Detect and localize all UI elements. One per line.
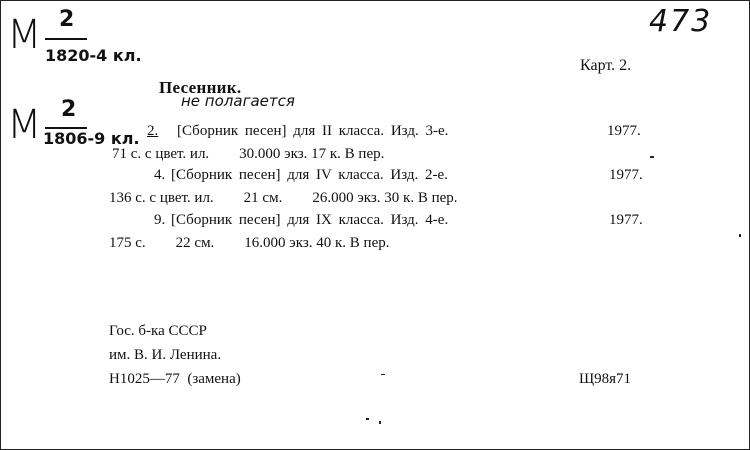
scan-speck: [366, 418, 369, 420]
handwritten-page-number: 473: [649, 4, 713, 39]
classification-code: Щ98я71: [579, 371, 632, 387]
entry-number: 2.: [147, 123, 159, 139]
handwritten-note: не полагается: [181, 92, 295, 110]
library-name: Гос. б-ка СССР: [109, 323, 207, 339]
card-heading: Песенник.: [159, 78, 242, 97]
entry-number: 4.: [154, 167, 166, 183]
library-name-line-2: им. В. И. Ленина.: [109, 347, 222, 363]
entry-details-line: 71 с. с цвет. ил. 30.000 экз. 17 к. В пер.: [112, 146, 385, 162]
scan-speck: [650, 156, 654, 158]
shelfmark-letter: М: [7, 102, 42, 148]
shelfmark-denominator: 1820-4 кл.: [45, 46, 142, 65]
entry-year: 1977.: [609, 167, 643, 183]
entry-title-line: [Сборник песен] для IX класса. Изд. 4-е.: [171, 212, 449, 228]
shelfmark-denominator: 1806-9 кл.: [43, 129, 140, 148]
entry-year: 1977.: [609, 212, 643, 228]
entry-details-line: 175 с. 22 см. 16.000 экз. 40 к. В пер.: [109, 235, 390, 251]
scan-speck: [381, 374, 385, 375]
shelfmark-fraction-line: [45, 38, 87, 40]
card-number: Карт. 2.: [580, 57, 632, 74]
shelfmark-letter: М: [7, 12, 42, 58]
scan-speck: [379, 421, 381, 424]
shelfmark-numerator: 2: [59, 7, 75, 32]
entry-year: 1977.: [607, 123, 641, 139]
shelfmark-numerator: 2: [61, 97, 77, 122]
scan-speck: [739, 234, 741, 237]
entry-number: 9.: [154, 212, 166, 228]
entry-title-line: [Сборник песен] для IV класса. Изд. 2-е.: [171, 167, 448, 183]
order-number: Н1025—77 (замена): [109, 371, 241, 387]
entry-details-line: 136 с. с цвет. ил. 21 см. 26.000 экз. 30 к. В пер.: [109, 190, 458, 206]
entry-title-line: [Сборник песен] для II класса. Изд. 3-е.: [177, 123, 449, 139]
